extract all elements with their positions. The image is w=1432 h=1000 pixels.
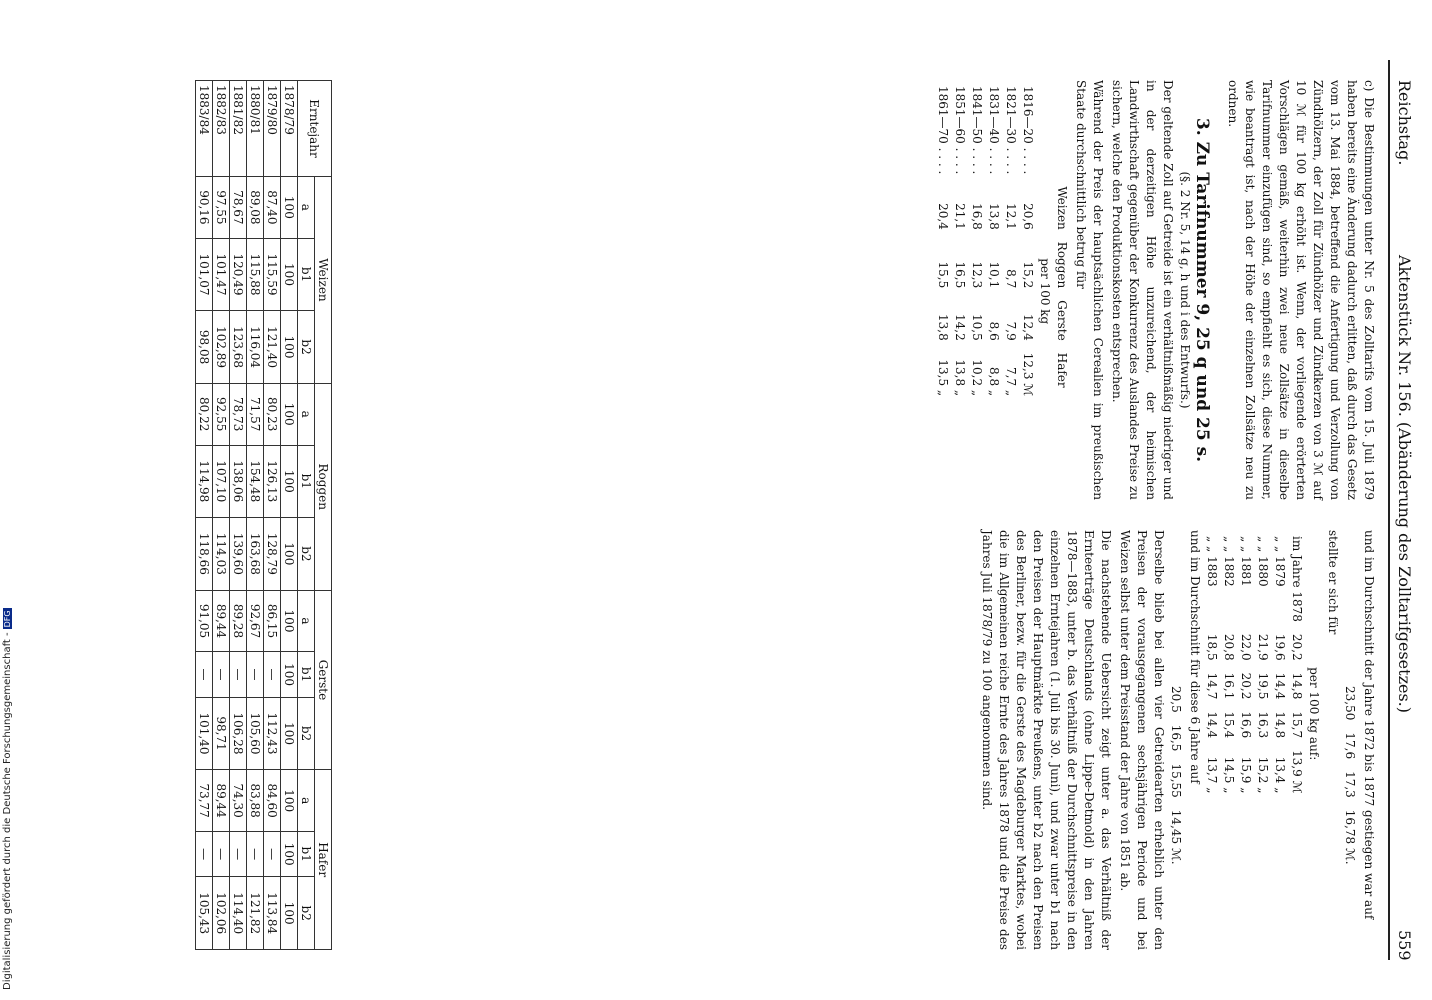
page-number: 559 [1395,930,1414,961]
value-cell: 116,04 [247,311,264,384]
value-cell: 115,59 [264,238,281,311]
value-cell: 101,07 [196,238,213,311]
table-row: im Jahre 1878 20,2 14,8 15,7 13,9 ℳ [1290,536,1304,794]
value-cell: 106,28 [230,697,247,770]
value-cell: — [196,831,213,876]
table-row: „ „ 1880 21,9 19,5 16,3 15,2 „ [1256,536,1270,794]
ratio-table-body [196,81,298,950]
value-cell: 89,44 [213,590,230,652]
left-column [934,80,1377,500]
value-cell: 80,23 [264,383,281,445]
table-row: 1861—70 . . . . 20,4 15,5 13,8 13,5 „ [936,86,950,397]
value-cell: 100 [281,177,298,239]
ratio-table-wrap [195,80,332,950]
section-paragraph-2: Während der Preis der hauptsächlichen Cerealien im preußischen Staate durchschnittlich betrug für [1074,80,1105,500]
section-paragraph-4: stellte er sich für [1326,530,1340,635]
th-year: Erntejahr [298,81,332,177]
value-cell: 107,10 [213,445,230,518]
col-head-hafer: Hafer [1055,352,1069,388]
value-cell: — [247,831,264,876]
value-cell: 123,68 [230,311,247,384]
value-cell: 139,60 [230,518,247,591]
value-cell: — [230,652,247,697]
value-cell: 97,55 [213,177,230,239]
dfg-logo: DFG [3,610,12,628]
value-cell: 115,88 [247,238,264,311]
value-cell: 121,82 [247,877,264,950]
price-table-historic [934,80,1070,402]
value-cell: 91,05 [196,590,213,652]
year-cell: 1879/80 [264,81,281,177]
table-row: 1841—50 . . . . 16,8 12,3 10,5 10,2 „ [970,86,984,397]
value-cell: 100 [281,831,298,876]
table-row [264,81,281,950]
avg-row-1: 23,50 17,6 17,3 16,78 ℳ. [1343,686,1357,865]
header-rule [1388,60,1390,960]
year-cell: 1883/84 [196,81,213,177]
table-row [196,81,213,950]
value-cell: — [264,652,281,697]
intro-paragraph: c) Die Bestimmungen unter Nr. 5 des Zolltarifs vom 15. Juli 1879 haben bereits eine Änderung dadurch erlitten, daß durch das Gesetz vom 13. Mai 1884, betreffend die Anfertigung und Verzollung von Zündhölzern, der Zoll für Zündhölzer und Zündkerzen von 3 ℳ auf 10 ℳ für 100 kg erhöht ist. Wenn, der vorliegende erörterten Vorschlägen gemäß, weiterhin zwei neue Zollsätze in dieselbe Tarifnummer einzufügen sind, so empfiehlt es sich, diese Nummer, wie beantragt ist, nach der Höhe der einzelnen Zollsätze neu zu ordnen. [1226,80,1376,500]
value-cell: 100 [281,590,298,652]
value-cell: 74,30 [230,770,247,832]
value-cell: 105,60 [247,697,264,770]
section-paragraph-3: und im Durchschnitt der Jahre 1872 bis 1877 gestiegen war auf [1362,530,1376,920]
value-cell: 78,73 [230,383,247,445]
value-cell: 73,77 [196,770,213,832]
value-cell: 112,43 [264,697,281,770]
unit-label-2: per 100 kg auf: [1307,667,1321,761]
value-cell: 100 [281,445,298,518]
value-cell: 100 [281,311,298,384]
value-cell: 92,67 [247,590,264,652]
value-cell: 98,71 [213,697,230,770]
year-cell: 1878/79 [281,81,298,177]
value-cell: 100 [281,697,298,770]
table-row: 1831—40 . . . . 13,8 10,1 8,6 8,8 „ [987,86,1001,397]
section-paragraph-5: und im Durchschnitt für diese 6 Jahre auf [1188,530,1202,784]
th-weizen: Weizen [315,177,332,384]
table-row [230,81,247,950]
value-cell: 126,13 [264,445,281,518]
value-cell: 154,48 [247,445,264,518]
col-head-weizen: Weizen [1055,186,1069,230]
value-cell: — [196,652,213,697]
value-cell: 98,08 [196,311,213,384]
value-cell: 114,03 [213,518,230,591]
value-cell: — [264,831,281,876]
section-title: 3. Zu Tarifnummer 9, 25 q und 25 s. [1192,117,1212,463]
value-cell: 86,15 [264,590,281,652]
value-cell: 83,88 [247,770,264,832]
section-paragraph-6: Derselbe blieb bei allen vier Getreidearten erheblich unter den Preisen der vorausgegangenen sechsjährigen Periode und bei Weizen selbst unter dem Preisstand der Jahre von 1851 ab. [1118,530,1166,950]
value-cell: 100 [281,877,298,950]
col-head-gerste: Gerste [1055,300,1069,341]
table-row: 1821—30 . . . . 12,1 8,7 7,9 7,7 „ [1004,86,1018,397]
value-cell: 78,67 [230,177,247,239]
value-cell: 80,22 [196,383,213,445]
value-cell: 118,66 [196,518,213,591]
section-paragraph-1: Der geltende Zoll auf Getreide ist ein verhältnißmäßig niedriger und in der derzeitigen Höhe unzureichend, der heimischen Landwirthschaft gegenüber der Konkurrenz des Auslandes Preise zu sichern, welche den Produktionskosten entsprechen. [1110,80,1175,500]
value-cell: 100 [281,770,298,832]
value-cell: 114,40 [230,877,247,950]
value-cell: 90,16 [196,177,213,239]
value-cell: 100 [281,383,298,445]
table-row: „ „ 1881 22,0 20,2 16,6 15,9 „ [1239,536,1253,794]
value-cell: 100 [281,652,298,697]
table-row: „ „ 1883 18,5 14,7 14,4 13,7 „ [1205,536,1219,794]
value-cell: 120,49 [230,238,247,311]
value-cell: 89,08 [247,177,264,239]
value-cell: 101,47 [213,238,230,311]
value-cell: — [213,652,230,697]
value-cell: 87,40 [264,177,281,239]
value-cell: 101,40 [196,697,213,770]
value-cell: 71,57 [247,383,264,445]
table-row [213,81,230,950]
section-subtitle: (§. 2 Nr. 5, 14 g, h und i des Entwurfs.) [1178,171,1192,409]
header-title: Aktenstück Nr. 156. (Abänderung des Zolltarifgesetzes.) [1395,255,1414,713]
value-cell: 84,60 [264,770,281,832]
value-cell: 92,55 [213,383,230,445]
value-cell: 89,28 [230,590,247,652]
value-cell: 128,79 [264,518,281,591]
value-cell: 114,98 [196,445,213,518]
table-row: 1851—60 . . . . 21,1 16,5 14,2 13,8 „ [953,86,967,397]
avg-row-2: 20,5 16,5 15,55 14,45 ℳ. [1169,686,1183,865]
value-cell: 113,84 [264,877,281,950]
value-cell: 102,06 [213,877,230,950]
right-column [976,530,1377,950]
unit-label: per 100 kg [1038,258,1052,325]
header-left: Reichstag. [1395,80,1414,166]
th-hafer: Hafer [315,770,332,950]
value-cell: 89,44 [213,770,230,832]
dfg-credit: Digitalisierung gefördert durch die Deutsche Forschungsgemeinschaft -DFG [2,610,13,990]
table-row: „ „ 1882 20,8 16,1 15,4 14,5 „ [1222,536,1236,794]
year-cell: 1880/81 [247,81,264,177]
th-gerste: Gerste [315,590,332,770]
year-cell: 1881/82 [230,81,247,177]
table-row [281,81,298,950]
running-header [1388,0,1422,1000]
value-cell: 102,89 [213,311,230,384]
ratio-table: Erntejahr Weizen Roggen Gerste Hafer a b1 b2 a b1 b2 a b1 b2 a b1 b2 1878/79 100 100 100 100 100 100 100 100 100 100 100 100 1879/80 87,40 115,59 121,40 80,23 126,13 128,79 86,15 — 112,43 84,60 — 113,84 1880/81 89,08 115,88 116,04 71,57 154,48 163,68 92,67 — 105,60 83,88 — 121,82 1881/82 78,67 120,49 123,68 78,73 138,06 139,60 89,28 — 106,28 74,30 — 114,40 1882/83 97,55 101,47 102,89 92,55 107,10 114,03 89,44 — 98,71 89,44 — 102,06 1883/84 90,16 101,07 98,08 80,22 114,98 118,66 91,05 — 101,40 73,77 — 105,43 [195,80,332,950]
value-cell: 163,68 [247,518,264,591]
value-cell: — [230,831,247,876]
table-row [247,81,264,950]
value-cell: 121,40 [264,311,281,384]
value-cell: 105,43 [196,877,213,950]
value-cell: 138,06 [230,445,247,518]
value-cell: — [213,831,230,876]
historic-rows [934,80,1036,402]
table-row: 1816—20 . . . . 20,6 15,2 12,4 12,3 ℳ [1021,86,1035,397]
year-cell: 1882/83 [213,81,230,177]
value-cell: 100 [281,238,298,311]
section-paragraph-7: Die nachstehende Uebersicht zeigt unter a. das Verhältniß der Ernteerträge Deutschlands (ohne Lippe-Detmold) in den Jahren 1878—1883, unter b. das Verhältniß der Durchschnittspreise in den einzelnen Erntejahren (1. Juli bis 30. Juni), und zwar unter b1 nach den Preisen der Hauptmärkte Preußens, unter b2 nach den Preisen des Berliner, bezw. für die Gerste des Magdeburger Marktes, wobei die im Allgemeinen reiche Ernte des Jahres 1878 und die Preise des Jahres Juli 1878/79 zu 100 angenommen sind. [980,530,1113,950]
col-head-roggen: Roggen [1055,241,1069,289]
value-cell: — [247,652,264,697]
th-roggen: Roggen [315,383,332,590]
table-row: „ „ 1879 19,6 14,4 14,8 13,4 „ [1273,536,1287,794]
value-cell: 100 [281,518,298,591]
price-table-recent [1203,530,1322,799]
